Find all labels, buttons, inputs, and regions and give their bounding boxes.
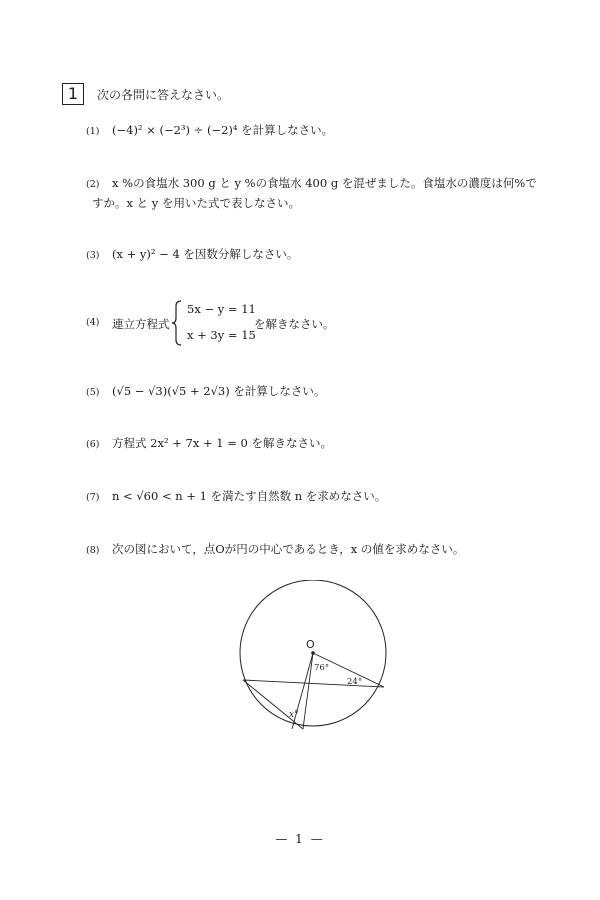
question-text: (x + y)² − 4 を因数分解しなさい。 (112, 247, 299, 261)
chord-left-right (243, 680, 384, 687)
question-number: (4) (86, 317, 100, 328)
angle-label-right: 24° (347, 677, 363, 687)
question-number: (1) (86, 126, 100, 137)
circle-geometry-figure (235, 580, 395, 740)
question-3 (86, 245, 298, 265)
question-text: (−4)² × (−2³) ÷ (−2)⁴ を計算しなさい。 (112, 123, 334, 137)
question-text: 次の図において，点Oが円の中心であるとき，x の値を求めなさい。 (112, 542, 465, 556)
question-text-line-2: すか。x と y を用いた式で表しなさい。 (92, 196, 300, 210)
question-number: (7) (86, 492, 100, 503)
question-number-box: 1 (62, 83, 84, 105)
segment-o-to-bottom (303, 653, 313, 729)
system-label: 連立方程式 (112, 317, 170, 331)
question-2 (86, 174, 537, 212)
section-instruction: 次の各問に答えなさい。 (97, 87, 230, 102)
question-1 (86, 121, 333, 141)
question-number: (3) (86, 250, 100, 261)
center-label: O (306, 638, 315, 651)
question-8 (86, 540, 464, 560)
question-number: (8) (86, 545, 100, 556)
system-instruction: を解きなさい。 (254, 317, 335, 331)
question-text: (√5 − √3)(√5 + 2√3) を計算しなさい。 (112, 384, 326, 398)
equation-1: 5x − y = 11 (187, 302, 256, 316)
angle-label-center: 76° (314, 663, 330, 673)
question-7 (86, 487, 386, 507)
question-number: (6) (86, 439, 100, 450)
question-text: n < √60 < n + 1 を満たす自然数 n を求めなさい。 (112, 489, 387, 503)
question-text-line-1: x %の食塩水 300 g と y %の食塩水 400 g を混ぜました。食塩水の濃度は何%で (112, 176, 537, 190)
left-brace-icon (170, 300, 184, 346)
page-number: — 1 — (275, 832, 325, 846)
center-point (311, 651, 315, 655)
question-5 (86, 382, 325, 402)
question-6 (86, 434, 332, 454)
equation-2: x + 3y = 15 (187, 328, 256, 342)
angle-label-x: x° (289, 710, 299, 720)
question-text: 方程式 2x² + 7x + 1 = 0 を解きなさい。 (112, 436, 332, 450)
section-header (62, 83, 229, 105)
question-number: (5) (86, 387, 100, 398)
question-number: (2) (86, 179, 100, 190)
